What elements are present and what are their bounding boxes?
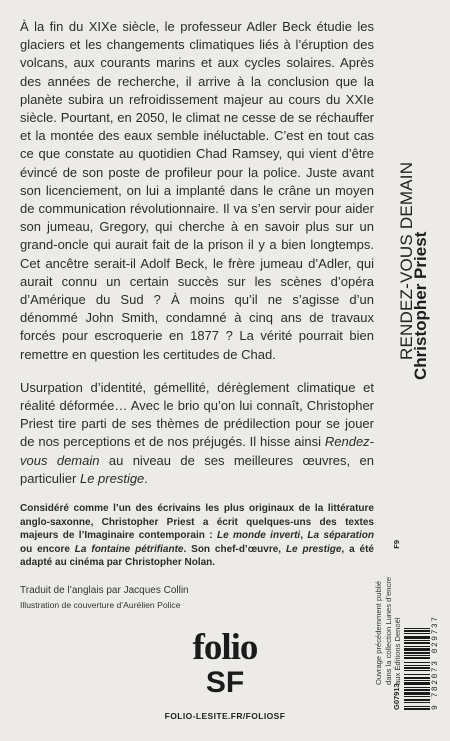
barcode-bar [404, 687, 430, 688]
translation-credit: Traduit de l’anglais par Jacques Collin [20, 585, 189, 597]
barcode-bar [404, 701, 430, 702]
barcode-bar [404, 692, 430, 695]
category-code: F9 [392, 540, 401, 549]
spine-author [408, 230, 434, 380]
barcode-bar [404, 696, 430, 697]
blurb-paragraph-1: À la fin du XIXe siècle, le professeur Adler Beck étudie les glaciers et les changements climatiques liés à l’éruption des volcans, aux courants marins et aux cycles solaires. Après des années de recherche, il arrive à la conclusion que la planète subira un refroidissement majeur au cours du XXIe siècle. Pourtant, en 2050, le climat ne cesse de se réchauffer et la montée des eaux semble inéluctable. C’est en tout cas ce que constate au quotidien Chad Ramsey, qui vient d’être évincé de son poste de profileur pour la police. Juste avant son licenciement, on lui a implanté dans le crâne un moyen de communication révolutionnaire. Il va s’en servir pour aider son jumeau, Gregory, qui cherche à en savoir plus sur un grand-oncle qui aurait fait de la prison il y a bien longtemps. Cet ancêtre serait-il Adolf Beck, le frère jumeau d’Adler, qui aurait connu un certain succès sur les scènes d’opéra d’Amérique du Sud ? À moins qu’il ne s’agisse d’un dénommé John Smith, condamné à cinq ans de travaux forcés pour escroquerie en 1877 ? La vérité pourrait bien remettre en question les certitudes de Chad. [20, 19, 374, 362]
barcode-bar [404, 706, 430, 707]
blurb-p2-mid: au niveau de ses meilleures œuvres, en particulier [20, 452, 374, 486]
blurb-p2-end: . [144, 470, 148, 486]
author-bio [20, 502, 374, 570]
barcode-bar [404, 703, 430, 706]
book-title-italic: Rendez-vous demain [20, 434, 374, 468]
barcode-bar [404, 707, 430, 708]
blurb-paragraph-2 [20, 379, 374, 488]
note-line-1: Ouvrage précédemment publié [374, 580, 383, 685]
illustration-credit: Illustration de couverture d’Aurélien Police [20, 600, 181, 611]
bio-part-3: , a été adapté au cinéma par Christopher Nolan. [20, 543, 374, 569]
spine-title-text: RENDEZ-VOUS DEMAIN [397, 161, 416, 360]
bio-sep-2: ou encore [20, 543, 75, 555]
product-code: G07913 [392, 683, 401, 710]
barcode-bar [404, 699, 430, 701]
credits [20, 584, 374, 612]
barcode-bar [404, 691, 430, 692]
barcode-bar [404, 697, 430, 699]
bio-part-2: . Son chef-d’œuvre, [183, 543, 286, 555]
bio-work-1: Le monde inverti [216, 530, 301, 542]
ean-number: 9 782073 029737 [431, 615, 440, 710]
bio-work-4: Le prestige [285, 543, 342, 555]
main-text-column [20, 18, 374, 612]
barcode-bar [404, 695, 430, 696]
barcode-bar [404, 688, 430, 689]
blurb-p2-start: Usurpation d’identité, gémellité, dérèglement climatique et réalité déformée… Avec le brio qu’on lui connaît, Christopher Priest tire parti de ses thèmes de prédilection pour se jouer de nos perceptions et de nos préjugés. Il hisse ainsi [20, 379, 374, 450]
barcode-bar [404, 685, 430, 687]
bio-work-2: La séparation [307, 530, 374, 542]
barcode-bar [404, 708, 430, 710]
barcode-bar [404, 702, 430, 703]
previous-publication-note [374, 545, 422, 685]
spine-author-text: Christopher Priest [411, 231, 430, 380]
bio-sep-1: , [300, 530, 308, 542]
bio-part-1: Considéré comme l’un des écrivains les plus originaux de la littérature anglo-saxonne, Christopher Priest a écrit quelques-uns des textes majeurs de l’Imaginaire contemporain : [20, 503, 374, 542]
bio-work-3: La fontaine pétrifiante [74, 543, 184, 555]
note-line-2: dans la collection Lunes d’encre [383, 576, 393, 685]
publisher-url: FOLIO-LESITE.FR/FOLIOSF [164, 711, 286, 721]
barcode-bar [404, 689, 430, 691]
note-line-3: aux Éditions Denoël [393, 617, 403, 685]
logo-sf: SF [205, 666, 245, 699]
work-title-italic: Le prestige [79, 470, 145, 486]
logo-folio: folio [192, 627, 258, 668]
